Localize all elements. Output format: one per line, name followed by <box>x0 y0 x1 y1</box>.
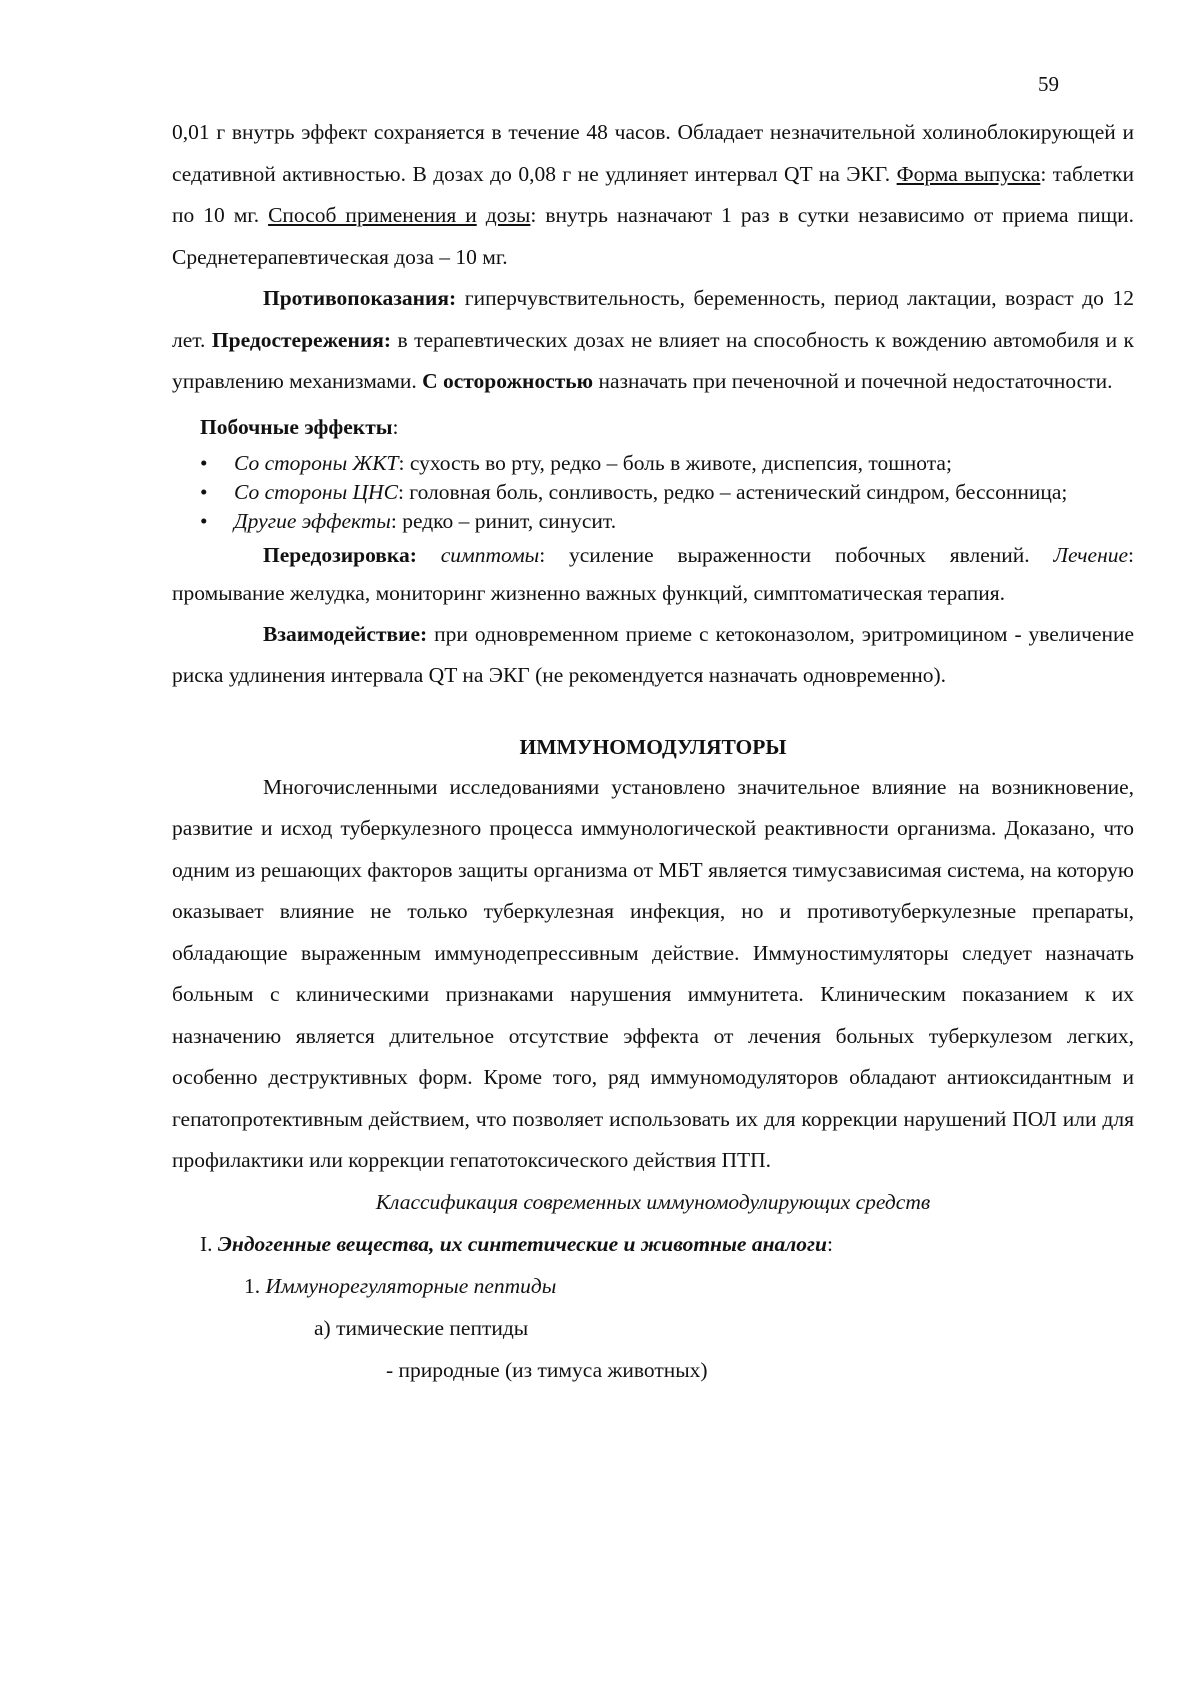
bullet-icon: • <box>200 508 208 533</box>
side-effects-label: Побочные эффекты <box>200 414 393 439</box>
treatment-label: Лечение <box>1053 542 1129 567</box>
side-effects-list <box>172 449 1134 536</box>
interaction-text: при одновременном приеме с кетоконазолом, эритромицином - увеличение риска удлинения интервала QT на ЭКГ (не рекомендуется назначать одновременно). <box>172 621 1134 687</box>
interaction-paragraph <box>172 614 1134 697</box>
p1-text-4: : внутрь назначают 1 раз в сутки независимо от приема пищи. Среднетерапевтическая доза – 10 мг. <box>172 203 1135 269</box>
p2-text-3: назначать при печеночной и почечной недостаточности. <box>593 369 1113 393</box>
caution-label: С осторожностью <box>422 369 594 393</box>
list-item-text: : редко – ринит, синусит. <box>390 508 617 533</box>
warnings-label: Предостережения: <box>211 327 392 352</box>
side-effects-heading <box>200 407 1134 447</box>
p2-text-2: в терапевтических дозах не влияет на способность к вождению автомобиля и к управлению механизмами. <box>172 327 1134 393</box>
p1-text-2: : таблетки по 10 мг. <box>172 161 1134 227</box>
outline-l1-number: I. <box>200 1231 218 1256</box>
immunomodulators-paragraph: Многочисленными исследованиями установлено значительное влияние на возникновение, развитие и исход туберкулезного процесса иммунологической реактивности организма. Доказано, что одним из решающих факторов защиты организма от МБТ является тимусзависимая система, на которую оказывает влияние не только туберкулезная инфекция, но и противотуберкулезные препараты, обладающие выраженным иммунодепрессивным действие. Иммуностимуляторы следует назначать больным с клиническими признаками нарушения иммунитета. Клиническим показанием к их назначению является длительное отсутствие эффекта от лечения больных туберкулезом легких, особенно деструктивных форм. Кроме того, ряд иммуномодуляторов обладают антиоксидантным и гепатопротективным действием, что позволяет использовать их для коррекции нарушений ПОЛ или для профилактики или коррекции гепатотоксического действия ПТП. <box>172 774 1134 1172</box>
list-item-label: Со стороны ЖКТ <box>234 450 399 475</box>
list-item-label: Со стороны ЦНС <box>234 479 398 504</box>
list-item <box>172 478 1134 507</box>
outline-level-2 <box>172 1265 1134 1307</box>
drug-description-paragraph <box>172 112 1134 278</box>
outline-level-1 <box>172 1223 1134 1265</box>
bullet-icon: • <box>200 479 208 504</box>
overdose-label: Передозировка: <box>263 542 417 567</box>
side-effects-colon: : <box>392 414 399 439</box>
outline-l2-label: Иммунорегуляторные пептиды <box>265 1273 557 1298</box>
list-item-text: : сухость во рту, редко – боль в животе, диспепсия, тошнота; <box>398 450 952 475</box>
outline-l1-label: Эндогенные вещества, их синтетические и животные аналоги <box>217 1231 827 1256</box>
list-item <box>172 449 1134 478</box>
section-title: ИММУНОМОДУЛЯТОРЫ <box>519 734 787 759</box>
p2-text-1: гиперчувствительность, беременность, период лактации, возраст до 12 лет. <box>172 286 1134 352</box>
overdose-paragraph <box>172 536 1134 612</box>
p1-text-3 <box>477 203 486 227</box>
list-item-text: : головная боль, сонливость, редко – астенический синдром, бессонница; <box>397 479 1068 504</box>
page-number: 59 <box>1038 72 1059 96</box>
symptoms-label: симптомы <box>440 542 540 567</box>
outline-level-4: - природные (из тимуса животных) <box>386 1357 708 1382</box>
form-label: Форма выпуска <box>896 161 1041 186</box>
bullet-icon: • <box>200 450 208 475</box>
interaction-label: Взаимодействие: <box>263 621 428 646</box>
overdose-text-1: : усиление выраженности побочных явлений. <box>539 542 1054 567</box>
outline-l1-colon: : <box>826 1231 833 1256</box>
overdose-text-2: : промывание желудка, мониторинг жизненно важных функций, симптоматическая терапия. <box>172 542 1135 605</box>
p1-text-1: 0,01 г внутрь эффект сохраняется в течение 48 часов. Обладает незначительной холиноблокирующей и седативной активностью. В дозах до 0,08 г не удлиняет интервал QT на ЭКГ. <box>172 120 1134 186</box>
method-label: Способ применения и <box>268 203 477 227</box>
doses-label: дозы <box>485 203 531 227</box>
list-item-label: Другие эффекты <box>234 508 391 533</box>
outline-l2-number: 1. <box>244 1273 266 1298</box>
contraindications-paragraph <box>172 278 1134 403</box>
list-item <box>172 507 1134 536</box>
outline-level-3: а) тимические пептиды <box>314 1315 529 1340</box>
page-content <box>172 112 1134 1391</box>
contraindications-label: Противопоказания: <box>263 286 457 310</box>
classification-title: Классификация современных иммуномодулирующих средств <box>375 1189 931 1214</box>
